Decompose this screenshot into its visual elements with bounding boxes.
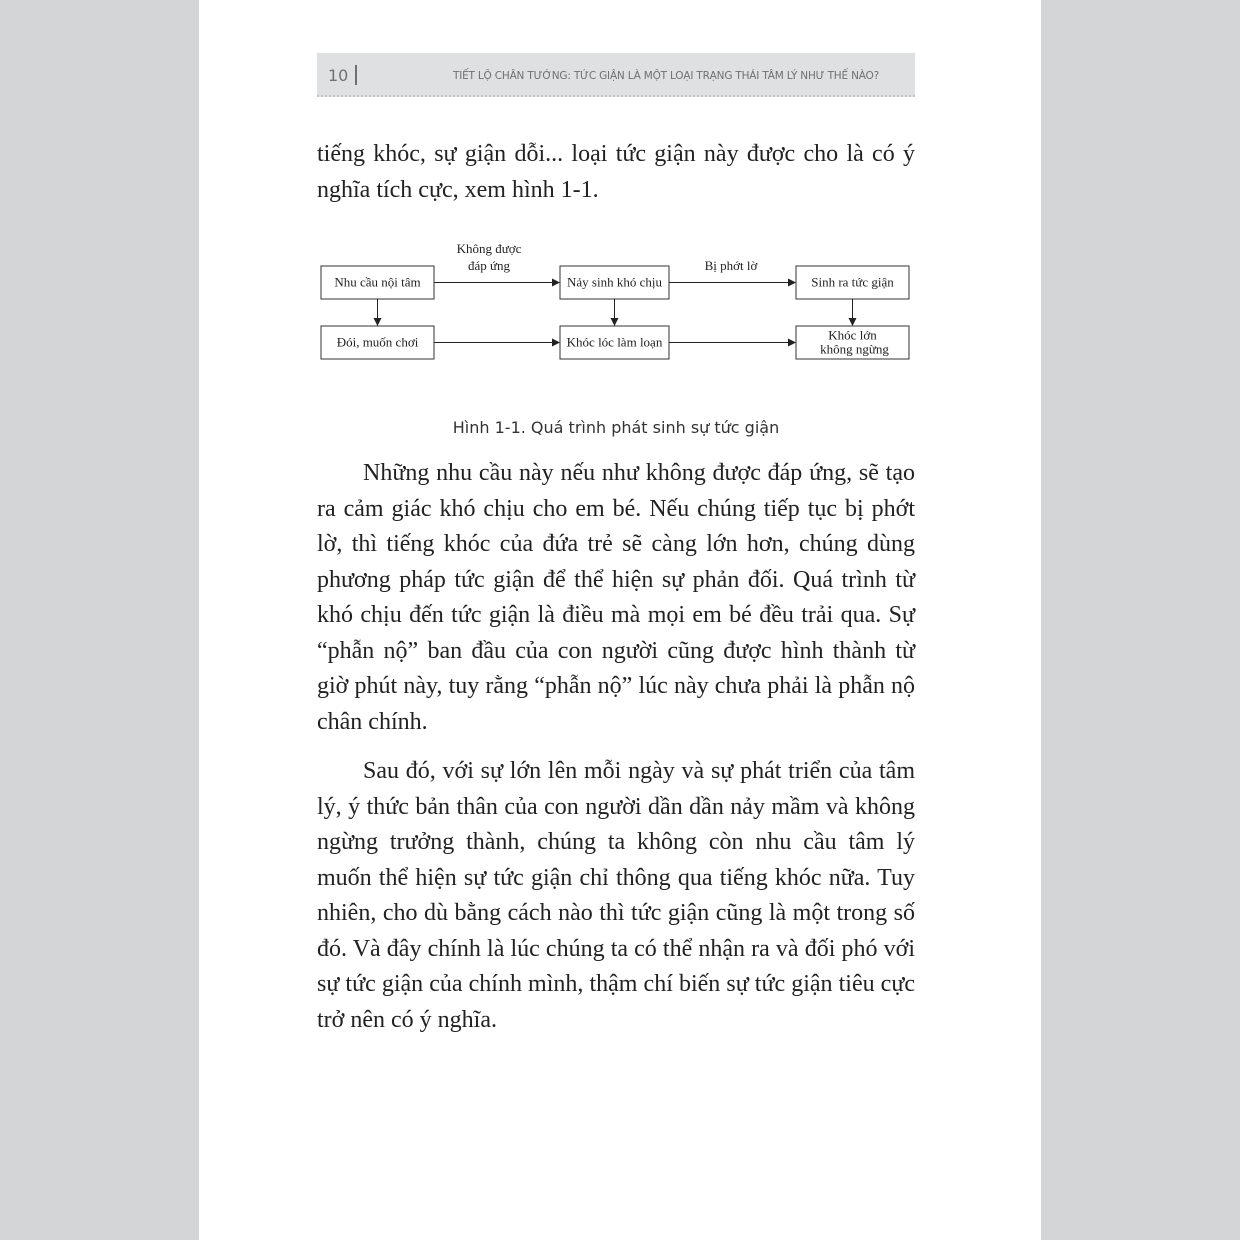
label-ignored: Bị phớt lờ: [704, 258, 758, 273]
box-discomfort-label: Nảy sinh khó chịu: [567, 274, 662, 290]
header-separator: [355, 65, 357, 85]
box-hungry-play-label: Đói, muốn chơi: [336, 334, 419, 350]
box-big-cry-label-1: Khóc lớn: [828, 327, 877, 343]
running-title: TIẾT LỘ CHÂN TƯỚNG: TỨC GIẬN LÀ MỘT LOẠI TRẠNG THÁI TÂM LÝ NHƯ THẾ NÀO?: [453, 70, 879, 82]
page-header: [317, 53, 915, 97]
body-paragraph-1: Những nhu cầu này nếu như không được đáp ứng, sẽ tạo ra cảm giác khó chịu cho em bé. Nếu chúng tiếp tục bị phớt lờ, thì tiếng khóc của đứa trẻ sẽ càng lớn hơn, chúng dùng phương pháp tức giận để thể hiện sự phản đối. Quá trình từ khó chịu đến tức giận là điều mà mọi em bé đều trải qua. Sự “phẫn nộ” ban đầu của con người cũng được hình thành từ giờ phút này, tuy rằng “phẫn nộ” lúc này chưa phải là phẫn nộ chân chính.: [317, 460, 915, 735]
anger-process-diagram: [317, 237, 917, 367]
book-page: [199, 0, 1041, 1240]
label-not-met-2: đáp ứng: [467, 258, 511, 273]
box-anger-label: Sinh ra tức giận: [811, 274, 894, 290]
label-not-met-1: Không được: [456, 241, 522, 256]
body-paragraph-2: Sau đó, với sự lớn lên mỗi ngày và sự phát triển của tâm lý, ý thức bản thân của con người dần dần nảy mầm và không ngừng trưởng thành, chúng ta không còn nhu cầu tâm lý muốn thể hiện sự tức giận chỉ thông qua tiếng khóc nữa. Tuy nhiên, cho dù bằng cách nào thì tức giận cũng là một trong số đó. Và đây chính là lúc chúng ta có thể nhận ra và đối phó với sự tức giận của chính mình, thậm chí biến sự tức giận tiêu cực trở nên có ý nghĩa.: [317, 758, 915, 1033]
box-big-cry-label-2: không ngừng: [820, 341, 889, 357]
figure-caption: Hình 1-1. Quá trình phát sinh sự tức giận: [452, 418, 780, 437]
box-inner-need-label: Nhu cầu nội tâm: [334, 274, 421, 290]
continuation-paragraph: tiếng khóc, sự giận dỗi... loại tức giận này được cho là có ý nghĩa tích cực, xem hình 1-1.: [317, 141, 915, 203]
page-number: 10: [328, 66, 349, 85]
box-crying-fuss-label: Khóc lóc làm loạn: [566, 334, 663, 350]
